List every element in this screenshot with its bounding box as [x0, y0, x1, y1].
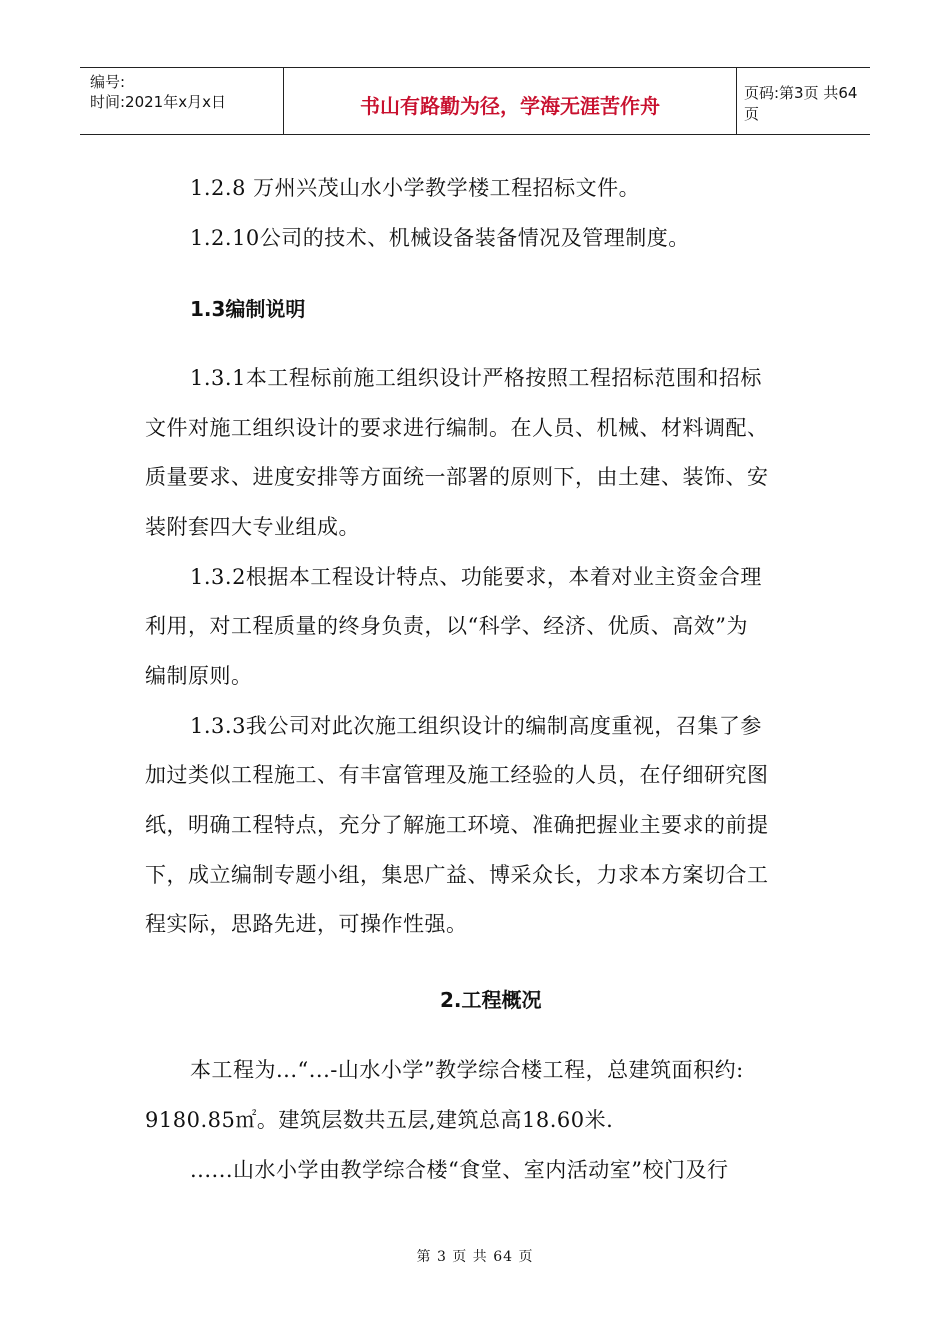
paragraph-line: 质量要求、进度安排等方面统一部署的原则下，由土建、装饰、安 [145, 465, 769, 489]
document-header [80, 67, 870, 135]
page-footer: 第 3 页 共 64 页 [416, 1249, 534, 1265]
header-divider-right [736, 68, 737, 134]
paragraph-line: 1.3.2根据本工程设计特点、功能要求，本着对业主资金合理 [190, 565, 762, 589]
paragraph-line: 下，成立编制专题小组，集思广益、博采众长，力求本方案切合工 [145, 863, 769, 887]
paragraph-line: 利用，对工程质量的终身负责，以“科学、经济、优质、高效”为 [145, 614, 748, 638]
paragraph-line: 装附套四大专业组成。 [145, 515, 360, 539]
paragraph-line: 文件对施工组织设计的要求进行编制。在人员、机械、材料调配、 [145, 416, 769, 440]
paragraph-line: ......山水小学由教学综合楼“食堂、室内活动室”校门及行 [190, 1158, 729, 1182]
header-motto: 书山有路勤为径，学海无涯苦作舟 [360, 93, 660, 118]
paragraph-line: 程实际，思路先进，可操作性强。 [145, 912, 468, 936]
paragraph-line: 1.3.1本工程标前施工组织设计严格按照工程招标范围和招标 [190, 366, 762, 390]
paragraph-line: 1.2.10公司的技术、机械设备装备情况及管理制度。 [190, 226, 690, 250]
header-meta [80, 68, 283, 134]
paragraph-line: 9180.85㎡。建筑层数共五层,建筑总高18.60米. [145, 1108, 614, 1132]
section-heading-1-3: 1.3编制说明 [190, 297, 306, 321]
paragraph-line: 1.2.8 万州兴茂山水小学教学楼工程招标文件。 [190, 176, 641, 200]
section-heading-2: 2.工程概况 [440, 988, 542, 1012]
paragraph-line: 1.3.3我公司对此次施工组织设计的编制高度重视，召集了参 [190, 714, 762, 738]
number-label: 编号: [90, 73, 126, 91]
time-label: 时间:2021年x月x日 [90, 93, 226, 111]
paragraph-line: 加过类似工程施工、有丰富管理及施工经验的人员，在仔细研究图 [145, 763, 769, 787]
paragraph-line: 编制原则。 [145, 664, 253, 688]
paragraph-line: 纸，明确工程特点，充分了解施工环境、准确把握业主要求的前提 [145, 813, 769, 837]
header-page-info: 页码:第3页 共64页 [744, 84, 858, 123]
paragraph-line: 本工程为...“...-山水小学”教学综合楼工程，总建筑面积约: [190, 1058, 744, 1082]
